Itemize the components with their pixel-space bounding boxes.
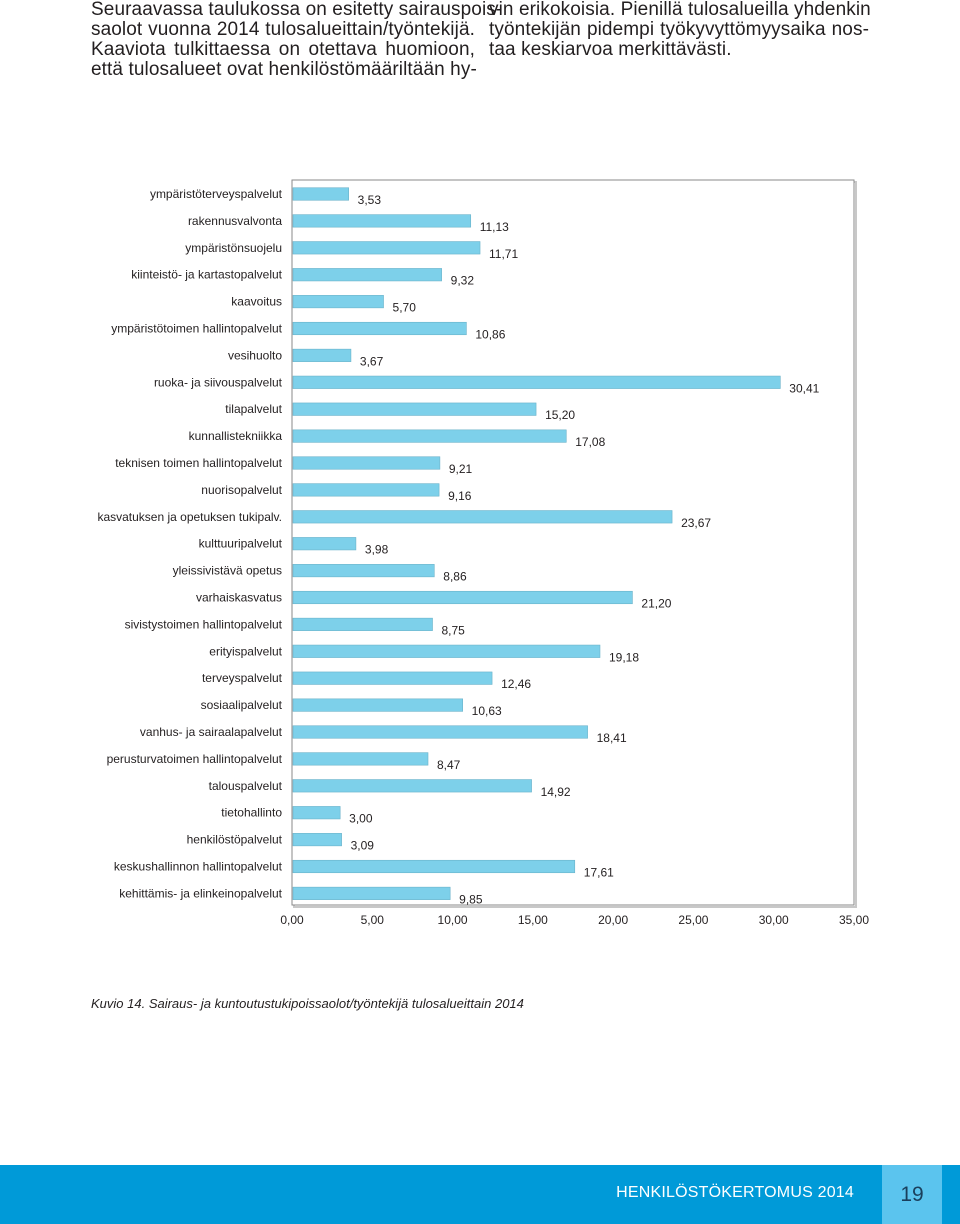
bar	[293, 591, 632, 604]
category-label: tietohallinto	[221, 805, 282, 820]
bar	[293, 806, 340, 819]
value-label: 21,20	[641, 596, 672, 611]
intro-text-line: Seuraavassa taulukossa on esitetty sairauspois-	[91, 0, 503, 20]
category-label: kasvatuksen ja opetuksen tukipalv.	[97, 509, 282, 524]
x-tick-label: 5,00	[360, 913, 384, 927]
category-label: ruoka- ja siivouspalvelut	[153, 375, 282, 390]
bar	[293, 295, 384, 308]
value-label: 10,63	[471, 704, 502, 719]
x-tick-label: 25,00	[678, 913, 709, 927]
value-label: 3,53	[357, 193, 382, 207]
bar	[293, 645, 600, 658]
bar	[293, 268, 442, 281]
category-label: teknisen toimen hallintopalvelut	[115, 456, 282, 470]
footer-title: HENKILÖSTÖKERTOMUS 2014	[616, 1184, 854, 1201]
category-label: kehittämis- ja elinkeinopalvelut	[119, 886, 282, 901]
value-label: 8,47	[437, 757, 461, 772]
value-label: 11,71	[489, 246, 519, 261]
value-label: 8,86	[443, 569, 467, 584]
intro-text-left	[91, 0, 503, 80]
intro-text-line: Kaaviota tulkittaessa on otettava huomioon,	[91, 39, 475, 60]
bar	[293, 188, 349, 201]
value-label: 9,21	[448, 462, 473, 476]
x-tick-label: 30,00	[758, 913, 789, 927]
category-label: talouspalvelut	[208, 778, 282, 793]
intro-text-right	[489, 0, 869, 60]
value-label: 9,32	[450, 273, 475, 288]
category-label: sivistystoimen hallintopalvelut	[124, 617, 282, 632]
value-label: 19,18	[608, 650, 640, 665]
x-tick-label: 10,00	[437, 913, 468, 927]
intro-text-line: työntekijän pidempi työkyvyttömyysaika nos-	[489, 19, 869, 40]
value-label: 11,13	[479, 219, 509, 234]
intro-text-line: vin erikokoisia. Pienillä tulosalueilla yhdenkin	[489, 0, 871, 20]
value-label: 10,86	[475, 327, 506, 342]
category-label: erityispalvelut	[209, 644, 282, 659]
bar	[293, 780, 532, 793]
value-label: 18,41	[596, 731, 627, 745]
value-label: 3,67	[359, 354, 384, 369]
category-label: sosiaalipalvelut	[200, 698, 282, 713]
value-label: 17,61	[583, 865, 614, 880]
bar	[293, 430, 566, 443]
value-label: 15,20	[545, 408, 576, 423]
category-label: vanhus- ja sairaalapalvelut	[139, 725, 282, 739]
bar	[293, 242, 480, 255]
intro-text-line: taa keskiarvoa merkittävästi.	[489, 39, 732, 60]
bar	[293, 699, 463, 712]
bar	[293, 887, 450, 900]
category-label: kiinteistö- ja kartastopalvelut	[131, 267, 282, 282]
category-label: ympäristötoimen hallintopalvelut	[111, 321, 282, 336]
value-label: 30,41	[789, 381, 820, 396]
bar	[293, 564, 434, 577]
bar	[293, 484, 439, 497]
bar	[293, 215, 471, 228]
intro-text-line: että tulosalueet ovat henkilöstömääriltään hy-	[91, 59, 477, 80]
x-tick-label: 15,00	[517, 913, 548, 927]
bar	[293, 457, 440, 470]
bar	[293, 618, 433, 631]
category-label: ympäristöterveyspalvelut	[149, 187, 282, 201]
x-tick-label: 35,00	[838, 913, 870, 927]
category-label: tilapalvelut	[225, 402, 282, 417]
category-label: henkilöstöpalvelut	[186, 832, 282, 847]
value-label: 14,92	[540, 784, 571, 799]
category-label: vesihuolto	[227, 348, 282, 363]
bar	[293, 672, 492, 685]
bar	[293, 833, 342, 846]
bar	[293, 349, 351, 362]
x-tick-label: 20,00	[598, 913, 629, 927]
value-label: 23,67	[681, 515, 712, 530]
value-label: 8,75	[441, 623, 465, 638]
bar	[293, 376, 780, 389]
bar	[293, 537, 356, 550]
category-label: yleissivistävä opetus	[172, 563, 282, 578]
value-label: 3,00	[349, 811, 373, 826]
value-label: 3,98	[364, 542, 389, 557]
value-label: 12,46	[501, 677, 532, 692]
bar	[293, 322, 466, 335]
category-label: kulttuuripalvelut	[198, 536, 282, 551]
category-label: perusturvatoimen hallintopalvelut	[106, 751, 282, 766]
value-label: 3,09	[350, 838, 374, 853]
category-label: varhaiskasvatus	[195, 590, 282, 605]
category-label: nuorisopalvelut	[201, 482, 282, 497]
figure-caption: Kuvio 14. Sairaus- ja kuntoutustukipoissaolot/työntekijä tulosalueittain 2014	[91, 996, 524, 1011]
bar	[293, 511, 672, 524]
bar	[293, 860, 575, 873]
bar	[293, 726, 588, 739]
category-label: rakennusvalvonta	[187, 213, 282, 228]
value-label: 17,08	[575, 435, 606, 450]
value-label: 9,85	[459, 892, 483, 907]
page-number: 19	[882, 1165, 942, 1224]
category-label: ympäristönsuojelu	[185, 240, 282, 255]
x-tick-label: 0,00	[280, 913, 304, 927]
value-label: 5,70	[392, 300, 416, 315]
bar	[293, 753, 428, 766]
sick-leave-bar-chart	[0, 170, 960, 940]
category-label: keskushallinnon hallintopalvelut	[113, 859, 282, 874]
category-label: kaavoitus	[231, 294, 282, 309]
intro-text-line: saolot vuonna 2014 tulosalueittain/työntekijä.	[91, 19, 475, 40]
bar	[293, 403, 536, 416]
category-label: terveyspalvelut	[201, 671, 282, 686]
value-label: 9,16	[448, 488, 472, 503]
category-label: kunnallistekniikka	[188, 429, 282, 444]
